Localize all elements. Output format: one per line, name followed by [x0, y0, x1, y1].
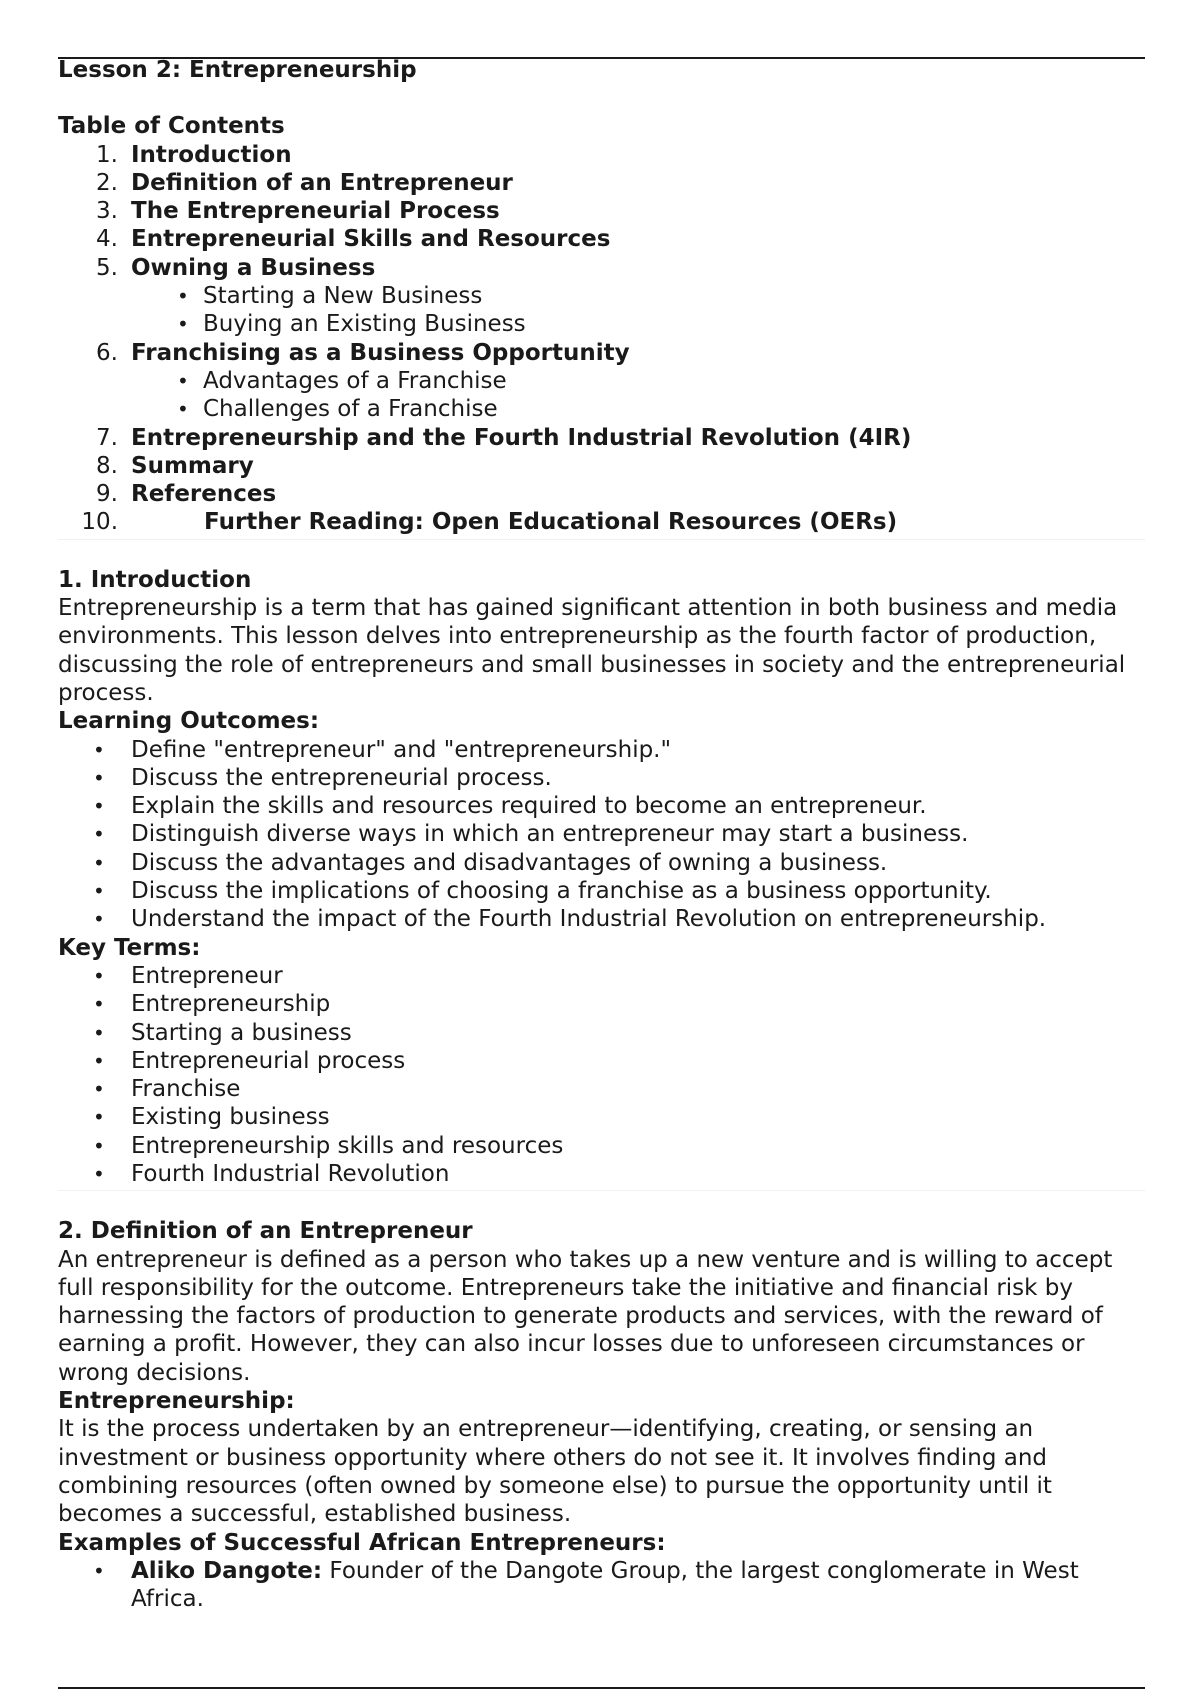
toc-subitem[interactable]: • Buying an Existing Business — [131, 310, 1145, 338]
toc-sublist — [131, 367, 1145, 424]
toc-subitem[interactable]: • Challenges of a Franchise — [131, 395, 1145, 423]
toc-item[interactable] — [58, 225, 1145, 253]
list-item: • Existing business — [58, 1103, 1145, 1131]
toc-number: 3. — [96, 198, 118, 225]
entrepreneurship-heading: Entrepreneurship: — [58, 1388, 295, 1415]
toc-number: 1. — [96, 141, 118, 168]
toc-number: 10. — [81, 509, 118, 536]
examples-list — [58, 1557, 1145, 1614]
list-item: • Entrepreneur — [58, 962, 1145, 990]
toc-item[interactable] — [58, 169, 1145, 197]
examples-heading: Examples of Successful African Entrepreneurs: — [58, 1529, 666, 1556]
toc-number: 8. — [96, 452, 118, 479]
toc-number: 4. — [96, 226, 118, 253]
entrepreneur-description: Founder of the Dangote Group, the largest conglomerate in West Africa. — [131, 1557, 1079, 1613]
toc-label: The Entrepreneurial Process — [131, 198, 500, 225]
toc-item[interactable] — [58, 508, 1145, 536]
toc-item[interactable] — [58, 141, 1145, 169]
toc-sublist — [131, 282, 1145, 339]
list-item: • Understand the impact of the Fourth Industrial Revolution on entrepreneurship. — [58, 905, 1145, 933]
toc-item[interactable] — [58, 339, 1145, 424]
toc-label: Entrepreneurial Skills and Resources — [131, 226, 611, 253]
toc-item[interactable] — [58, 197, 1145, 225]
toc-subitem[interactable]: • Advantages of a Franchise — [131, 367, 1145, 395]
list-item: • Discuss the entrepreneurial process. — [58, 764, 1145, 792]
toc-number: 5. — [96, 254, 118, 281]
toc-number: 2. — [96, 169, 118, 196]
list-item: • Explain the skills and resources required to become an entrepreneur. — [58, 792, 1145, 820]
toc-label: Definition of an Entrepreneur — [131, 169, 513, 196]
key-terms-heading: Key Terms: — [58, 934, 201, 961]
toc-label: Introduction — [131, 141, 292, 168]
lesson-title: Lesson 2: Entrepreneurship — [58, 57, 417, 83]
list-item: • Starting a business — [58, 1019, 1145, 1047]
toc-item[interactable] — [58, 254, 1145, 339]
toc-label: References — [131, 481, 277, 508]
toc-item[interactable] — [58, 480, 1145, 508]
list-item: • Discuss the advantages and disadvantages of owning a business. — [58, 849, 1145, 877]
section-heading-definition: 2. Definition of an Entrepreneur — [58, 1218, 473, 1245]
toc-label: Further Reading: Open Educational Resources (OERs) — [204, 509, 898, 536]
introduction-body: Entrepreneurship is a term that has gained significant attention in both business and media environments. This lesson delves into entrepreneurship as the fourth factor of production, discussing the role of entrepreneurs and small businesses in society and the entrepreneurial process. — [58, 595, 1126, 706]
toc-label: Owning a Business — [131, 254, 376, 281]
toc-item[interactable] — [58, 424, 1145, 452]
list-item: • Franchise — [58, 1075, 1145, 1103]
list-item: • Discuss the implications of choosing a franchise as a business opportunity. — [58, 877, 1145, 905]
entrepreneurship-body: It is the process undertaken by an entrepreneur—identifying, creating, or sensing an investment or business opportunity where others do not see it. It involves finding and combining resources (often owned by someone else) to pursue the opportunity until it becomes a successful, established business. — [58, 1416, 1052, 1528]
list-item: • Distinguish diverse ways in which an entrepreneur may start a business. — [58, 820, 1145, 848]
toc-label: Entrepreneurship and the Fourth Industrial Revolution (4IR) — [131, 424, 912, 451]
toc-label: Summary — [131, 452, 254, 479]
learning-outcomes-heading: Learning Outcomes: — [58, 708, 320, 735]
toc-item[interactable] — [58, 452, 1145, 480]
key-terms-list — [58, 962, 1145, 1188]
list-item: • Entrepreneurship skills and resources — [58, 1132, 1145, 1160]
toc-number: 7. — [96, 424, 118, 451]
list-item: • Fourth Industrial Revolution — [58, 1160, 1145, 1188]
toc-subitem[interactable]: • Starting a New Business — [131, 282, 1145, 310]
list-item: • Entrepreneurship — [58, 990, 1145, 1018]
toc-number: 6. — [96, 339, 118, 366]
bottom-rule — [58, 1687, 1145, 1689]
document-content — [58, 56, 1145, 1613]
toc-heading: Table of Contents — [58, 113, 285, 140]
section-heading-introduction: 1. Introduction — [58, 566, 252, 593]
toc-label: Franchising as a Business Opportunity — [131, 339, 630, 366]
entrepreneur-name: Aliko Dangote: — [131, 1557, 323, 1584]
learning-outcomes-list — [58, 736, 1145, 934]
definition-body: An entrepreneur is defined as a person who takes up a new venture and is willing to accept full responsibility for the outcome. Entrepreneurs take the initiative and financial risk by harnessing the factors of production to generate products and services, with the reward of earning a profit. However, they can also incur losses due to unforeseen circumstances or wrong decisions. — [58, 1246, 1113, 1386]
list-item: • Define "entrepreneur" and "entrepreneurship." — [58, 736, 1145, 764]
table-of-contents — [58, 141, 1145, 537]
toc-number: 9. — [96, 481, 118, 508]
list-item: • Entrepreneurial process — [58, 1047, 1145, 1075]
list-item — [58, 1557, 1145, 1614]
